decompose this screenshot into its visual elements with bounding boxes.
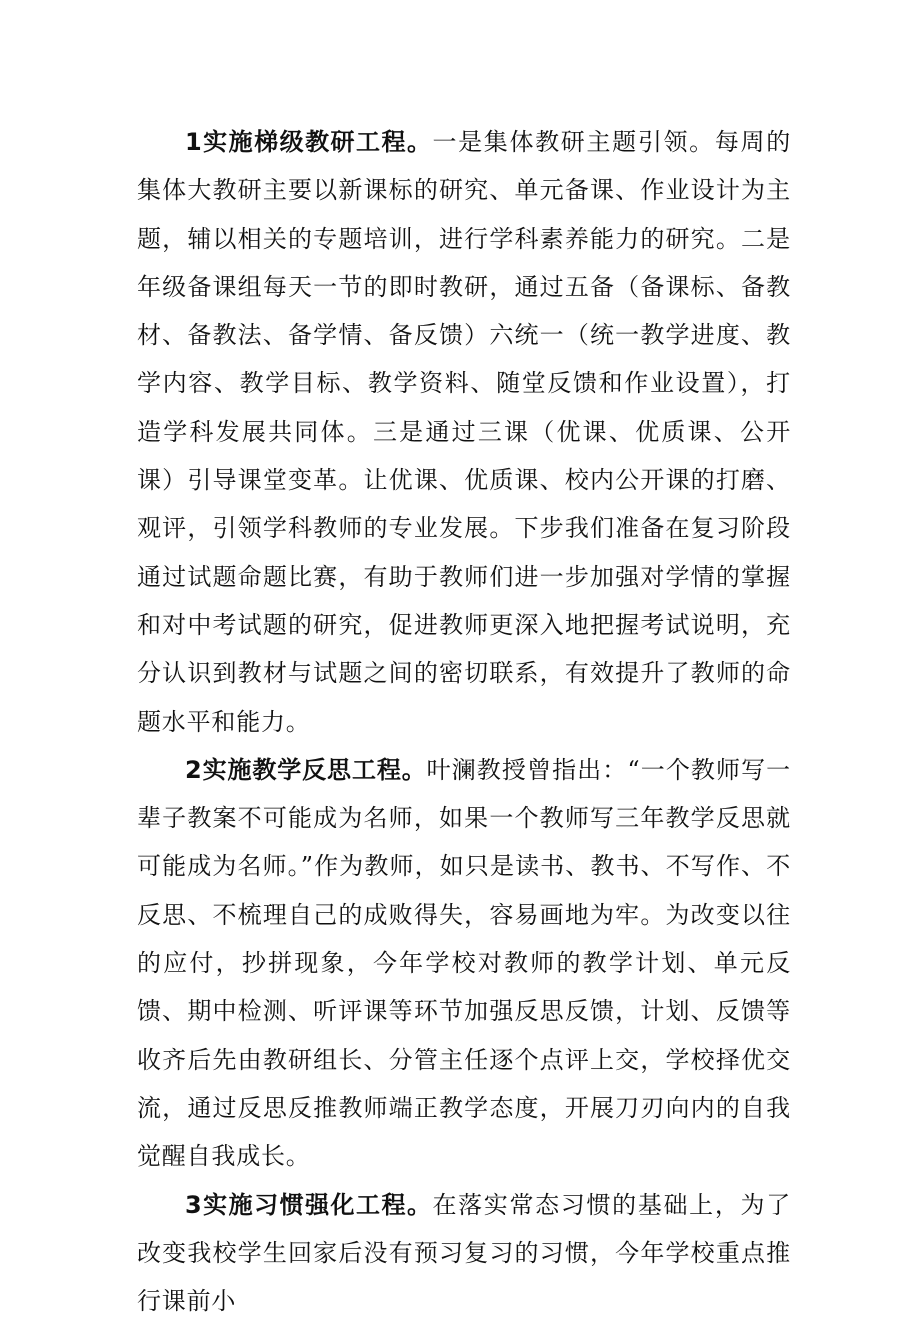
paragraph-3 xyxy=(137,1181,791,1325)
paragraph-1 xyxy=(137,118,791,746)
paragraph-1-text: 一是集体教研主题引领。每周的集体大教研主要以新课标的研究、单元备课、作业设计为主题，辅以相关的专题培训，进行学科素养能力的研究。二是年级备课组每天一节的即时教研，通过五备（备课标、备教材、备教法、备学情、备反馈）六统一（统一教学进度、教学内容、教学目标、教学资料、随堂反馈和作业设置），打造学科发展共同体。三是通过三课（优课、优质课、公开课）引导课堂变革。让优课、优质课、校内公开课的打磨、观评，引领学科教师的专业发展。下步我们准备在复习阶段通过试题命题比赛，有助于教师们进一步加强对学情的掌握和对中考试题的研究，促进教师更深入地把握考试说明，充分认识到教材与试题之间的密切联系，有效提升了教师的命题水平和能力。 xyxy=(137,128,791,736)
paragraph-2 xyxy=(137,746,791,1181)
paragraph-3-heading: 3实施习惯强化工程。 xyxy=(185,1190,433,1219)
paragraph-2-text: 叶澜教授曾指出：“一个教师写一辈子教案不可能成为名师，如果一个教师写三年教学反思就可能成为名师。”作为教师，如只是读书、教书、不写作、不反思、不梳理自己的成败得失，容易画地为牢。为改变以往的应付，抄拼现象，今年学校对教师的教学计划、单元反馈、期中检测、听评课等环节加强反思反馈，计划、反馈等收齐后先由教研组长、分管主任逐个点评上交，学校择优交流，通过反思反推教师端正教学态度，开展刀刃向内的自我觉醒自我成长。 xyxy=(137,755,791,1171)
paragraph-2-heading: 2实施教学反思工程。 xyxy=(185,755,427,784)
paragraph-3-text: 在落实常态习惯的基础上，为了改变我校学生回家后没有预习复习的习惯，今年学校重点推行课前小 xyxy=(137,1190,791,1316)
document-body xyxy=(137,118,791,1325)
paragraph-1-heading: 1实施梯级教研工程。 xyxy=(185,128,433,156)
